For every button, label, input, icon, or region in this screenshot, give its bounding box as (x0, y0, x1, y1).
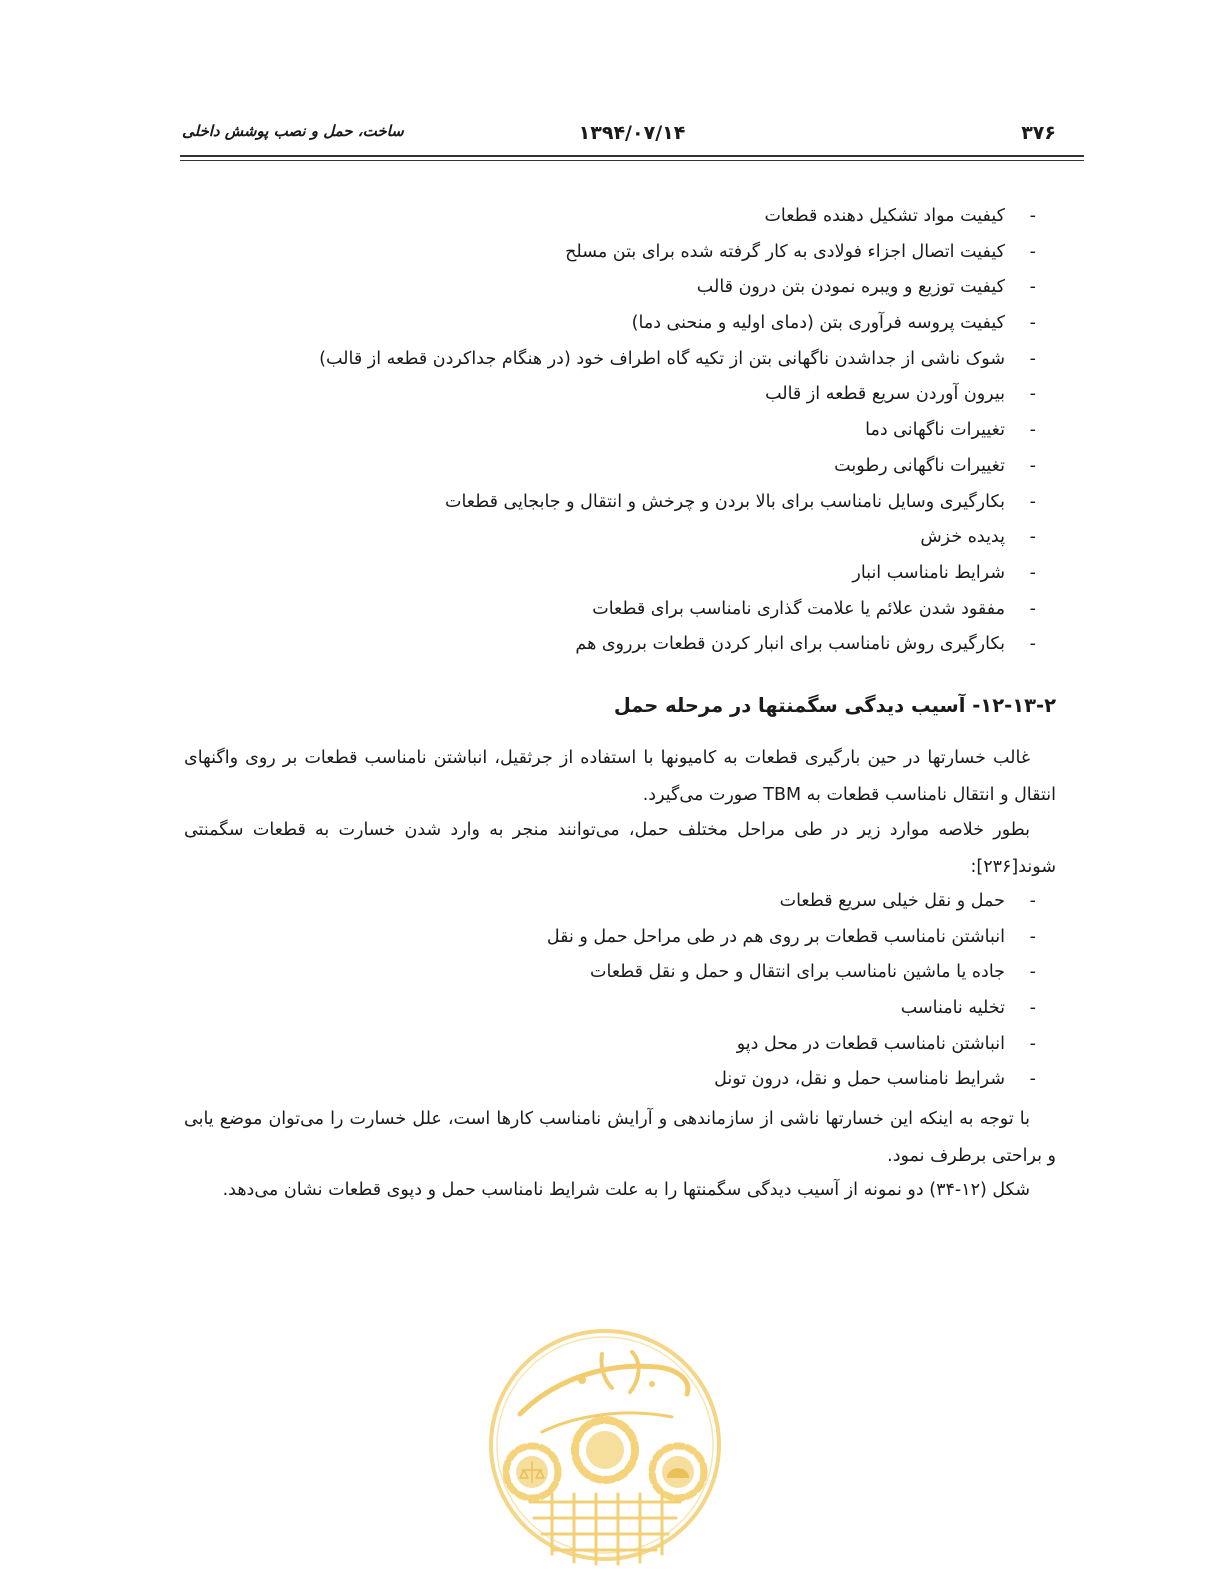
list-item-text: تخلیه نامناسب (900, 998, 1005, 1019)
running-header (180, 118, 1084, 148)
list-item (319, 342, 1036, 378)
bullet-dash: - (1029, 491, 1036, 512)
bullet-dash: - (1029, 1069, 1036, 1090)
bullet-dash: - (1029, 348, 1036, 369)
list-item-text: حمل و نقل خیلی سریع قطعات (779, 891, 1005, 911)
list-item (319, 413, 1036, 449)
list-item (319, 270, 1036, 306)
header-date: ۱۳۹۴/۰۷/۱۴ (578, 122, 686, 144)
bullet-dash: - (1029, 891, 1036, 911)
list-item (319, 556, 1036, 592)
causes-list (319, 199, 1036, 663)
list-item-text: انباشتن نامناسب قطعات بر روی هم در طی مراحل حمل و نقل (546, 926, 1005, 947)
list-item (319, 627, 1036, 663)
bullet-dash: - (1029, 926, 1036, 947)
bullet-dash: - (1029, 206, 1036, 226)
list-item (547, 991, 1036, 1027)
list-item-text: شوک ناشی از جداشدن ناگهانی بتن از تکیه گاه اطراف خود (در هنگام جداکردن قطعه از قالب) (319, 348, 1005, 369)
bullet-dash: - (1029, 1033, 1036, 1054)
list-item-text: پدیده خزش (920, 527, 1005, 548)
list-item-text: بکارگیری روش نامناسب برای انبار کردن قطعات برروی هم (575, 634, 1005, 655)
bullet-dash: - (1029, 562, 1036, 583)
list-item-text: شرایط نامناسب انبار (852, 562, 1005, 583)
list-item-text: انباشتن نامناسب قطعات در محل دپو (736, 1033, 1005, 1054)
list-item-text: کیفیت پروسه فرآوری بتن (دمای اولیه و منحنی دما) (631, 313, 1005, 334)
bullet-dash: - (1029, 277, 1036, 298)
list-item-text: تغییرات ناگهانی دما (865, 420, 1005, 441)
bullet-dash: - (1029, 527, 1036, 548)
list-item (319, 520, 1036, 556)
bullet-dash: - (1029, 998, 1036, 1019)
section-heading: ۱۲-۱۳-۲- آسیب دیدگی سگمنتها در مرحله حمل (613, 694, 1056, 717)
list-item-text: کیفیت اتصال اجزاء فولادی به کار گرفته شده برای بتن مسلح (565, 241, 1005, 262)
list-item (319, 449, 1036, 485)
book-title: ساخت، حمل و نصب پوشش داخلی (182, 122, 404, 140)
list-item (319, 592, 1036, 628)
list-item (319, 485, 1036, 521)
bullet-dash: - (1029, 241, 1036, 262)
paragraph-transport-damage: غالب خسارتها در حین بارگیری قطعات به کامیونها با استفاده از جرثقیل، انباشتن نامناسب قطعات بر روی واگنهای انتقال و انتقال نامناسب قطعات به TBM صورت می‌گیرد. (184, 748, 1056, 805)
bullet-dash: - (1029, 313, 1036, 334)
list-item (547, 1062, 1036, 1098)
list-item-text: کیفیت توزیع و ویبره نمودن بتن درون قالب (696, 277, 1005, 298)
transport-causes-list (547, 884, 1036, 1098)
list-item-text: بکارگیری وسایل نامناسب برای بالا بردن و چرخش و انتقال و جابجایی قطعات (444, 491, 1005, 512)
list-item (319, 235, 1036, 271)
list-item (547, 920, 1036, 956)
list-item-text: شرایط نامناسب حمل و نقل، درون تونل (714, 1069, 1005, 1090)
list-item-text: جاده یا ماشین نامناسب برای انتقال و حمل و نقل قطعات (590, 962, 1005, 983)
bullet-dash: - (1029, 384, 1036, 405)
list-item (319, 377, 1036, 413)
list-item (319, 199, 1036, 235)
list-item (547, 884, 1036, 920)
bullet-dash: - (1029, 455, 1036, 476)
list-item-text: بیرون آوردن سریع قطعه از قالب (765, 384, 1005, 405)
paragraph-summary: بطور خلاصه موارد زیر در طی مراحل مختلف حمل، می‌توانند منجر به وارد شدن خسارت به قطعات سگمنتی شوند[۲۳۶]: (184, 820, 1056, 877)
page-number: ۳۷۶ (1021, 122, 1056, 144)
bullet-dash: - (1029, 420, 1036, 441)
bullet-dash: - (1029, 962, 1036, 983)
list-item-text: تغییرات ناگهانی رطوبت (834, 455, 1005, 476)
list-item-text: کیفیت مواد تشکیل دهنده قطعات (764, 206, 1005, 226)
list-item-text: مفقود شدن علائم یا علامت گذاری نامناسب برای قطعات (592, 598, 1005, 619)
list-item (319, 306, 1036, 342)
paragraph-figure-reference: شکل (۱۲-۳۴) دو نمونه از آسیب دیدگی سگمنتها را به علت شرایط نامناسب حمل و دپوی قطعات نشان می‌دهد. (222, 1180, 1030, 1200)
watermark-seal-logo (482, 1322, 728, 1584)
list-item (547, 1027, 1036, 1063)
bullet-dash: - (1029, 634, 1036, 655)
list-item (547, 955, 1036, 991)
header-rule-thick (180, 155, 1084, 157)
bullet-dash: - (1029, 598, 1036, 619)
header-rule-thin (180, 160, 1084, 161)
paragraph-conclusion: با توجه به اینکه این خسارتها ناشی از سازماندهی و آرایش نامناسب کارها است، علل خسارت را می‌توان موضع یابی و براحتی برطرف نمود. (184, 1109, 1056, 1166)
